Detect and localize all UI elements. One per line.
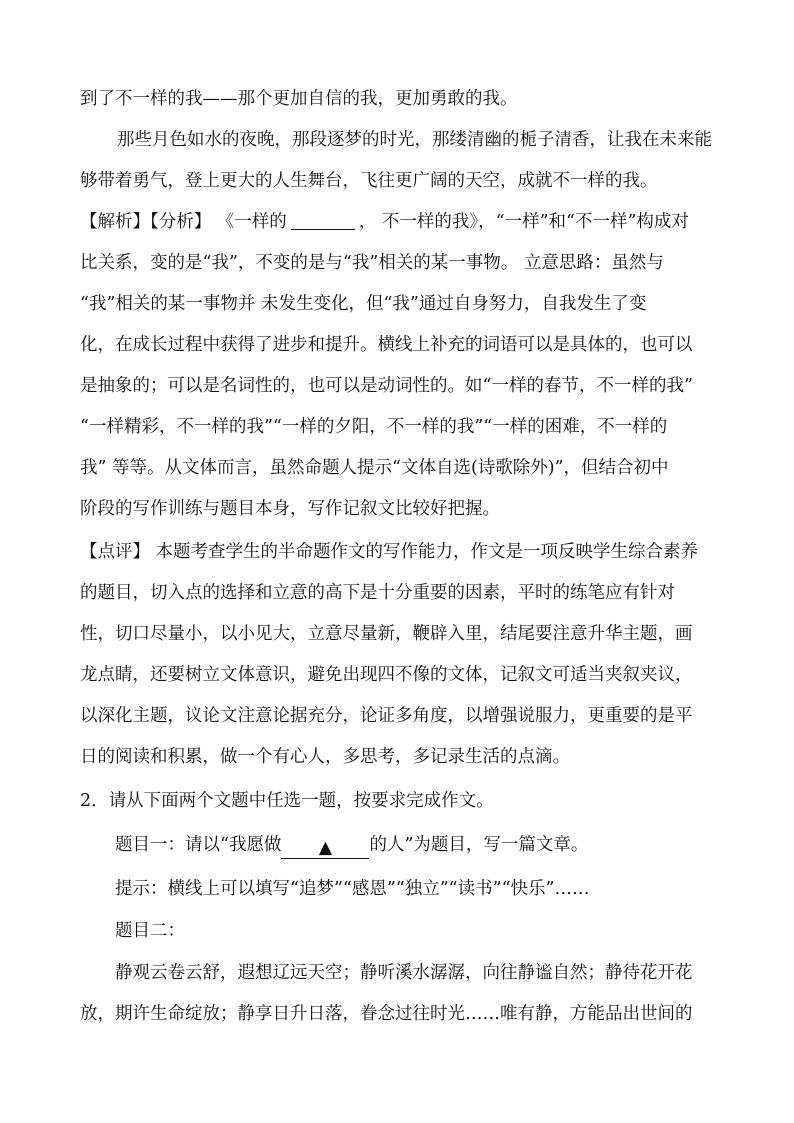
body-line-3: 够带着勇气，登上更大的人生舞台，飞往更广阔的天空，成就不一样的我。 xyxy=(80,171,658,191)
analysis-heading: 【解析】【分析】 《一样的 xyxy=(80,212,287,232)
analysis-line-6: “一样精彩，不一样的我”“一样的夕阳，不一样的我”“一样的困难，不一样的 xyxy=(80,417,668,437)
comment-line-5: 以深化主题，议论文注意论据充分，论证多角度，以增强说服力，更重要的是平 xyxy=(80,706,693,726)
analysis-line-5: 是抽象的；可以是名词性的，也可以是动词性的。如“一样的春节，不一样的我” xyxy=(80,376,693,396)
analysis-line-2: 比关系，变的是“我”，不变的是与“我”相关的某一事物。 立意思路：虽然与 xyxy=(80,253,664,273)
analysis-line-8: 阶段的写作训练与题目本身，写作记叙文比较好把握。 xyxy=(80,499,500,519)
question-2-intro: 2．请从下面两个文题中任选一题，按要求完成作文。 xyxy=(80,791,494,811)
topic-2-paragraph-line-2: 放，期许生命绽放；静享日升日落，眷念过往时光……唯有静，方能品出世间的 xyxy=(80,1004,693,1024)
comment-line-6: 日的阅读和积累，做一个有心人，多思考，多记录生活的点滴。 xyxy=(80,747,570,767)
comment-line-2: 的题目，切入点的选择和立意的高下是十分重要的因素，平时的练笔应有针对 xyxy=(80,583,675,603)
title-blank-line xyxy=(291,209,355,230)
analysis-line-7: 我” 等等。从文体而言，虽然命题人提示“文体自选(诗歌除外)”，但结合初中 xyxy=(80,458,669,478)
topic-1-prefix: 题目一：请以“我愿做 xyxy=(115,835,282,855)
topic-2-paragraph-line-1: 静观云卷云舒，遐想辽远天空；静听溪水潺潺，向往静谧自然；静待花开花 xyxy=(115,963,693,983)
topic-1-blank: ▲ xyxy=(281,838,369,859)
analysis-line-1 xyxy=(80,209,689,235)
body-line-1: 到了不一样的我——那个更加自信的我，更加勇敢的我。 xyxy=(80,89,518,109)
topic-1-line xyxy=(115,832,588,859)
comment-line-4: 龙点睛，还要树立文体意识，避免出现四不像的文体，记叙文可适当夹叙夹议， xyxy=(80,665,693,685)
topic-1-hint: 提示：横线上可以填写“追梦”“感恩”“独立”“读书”“快乐”…… xyxy=(115,879,590,899)
analysis-line-4: 化，在成长过程中获得了进步和提升。横线上补充的词语可以是具体的，也可以 xyxy=(80,335,693,355)
topic-2-label: 题目二： xyxy=(115,921,185,941)
comment-line-3: 性，切口尽量小，以小见大，立意尽量新，鞭辟入里，结尾要注意升华主题，画 xyxy=(80,624,693,644)
topic-1-suffix: 的人”为题目，写一篇文章。 xyxy=(369,835,589,855)
analysis-line-3: “我”相关的某一事物并 未发生变化，但“我”通过自身努力，自我发生了变 xyxy=(80,294,647,314)
body-line-2: 那些月色如水的夜晚，那段逐梦的时光，那缕清幽的栀子清香，让我在未来能 xyxy=(117,130,712,150)
comment-line-1: 【点评】 本题考查学生的半命题作文的写作能力，作文是一项反映学生综合素养 xyxy=(80,542,699,562)
analysis-line-1-rest: ， 不一样的我》，“一样”和“不一样”构成对 xyxy=(358,212,689,232)
